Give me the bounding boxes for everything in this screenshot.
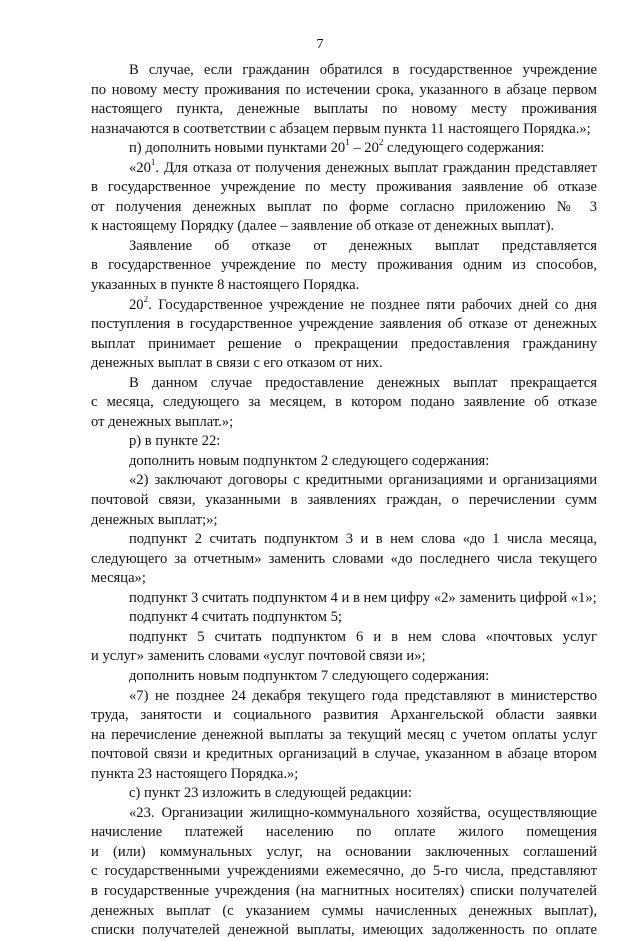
document-body (91, 61, 597, 941)
text-line: в государственное учреждение по месту проживания одним из способов, (91, 257, 597, 274)
text-line: указанных в пункте 8 настоящего Порядка. (91, 277, 360, 294)
text-line: Заявление об отказе от денежных выплат представляется (129, 237, 597, 254)
text-line: «23. Организации жилищно-коммунального хозяйства, осуществляющие (129, 804, 597, 821)
text-line: от получения денежных выплат по форме согласно приложению № 3 (91, 198, 597, 215)
text-line: начисление платежей населению по оплате жилого помещения (91, 824, 597, 841)
text-line: выплат принимает решение о прекращении предоставления гражданину (91, 335, 597, 352)
text-segment: следующего содержания: (383, 140, 545, 157)
text-line (91, 139, 597, 159)
superscript: 2 (378, 139, 384, 148)
text-line: денежных выплат (с указанием суммы начисленных денежных выплат), (91, 902, 597, 919)
text-line: «7) не позднее 24 декабря текущего года представляют в министерство (129, 687, 597, 704)
text-line: с государственными учреждениями ежемесячно, до 5-го числа, представляют (91, 863, 597, 880)
text-line: р) в пункте 22: (129, 433, 221, 450)
superscript: 1 (150, 158, 156, 167)
text-line: подпункт 3 считать подпунктом 4 и в нем цифру «2» заменить цифрой «1»; (129, 589, 597, 606)
text-line: к настоящему Порядку (далее – заявление об отказе от денежных выплат). (91, 218, 555, 235)
text-line: дополнить новым подпунктом 2 следующего содержания: (129, 452, 490, 469)
superscript: 1 (345, 139, 350, 148)
text-line: по новому месту проживания по истечении срока, указанного в абзаце первом (91, 81, 597, 98)
text-line: на перечисление денежной выплаты за текущий месяц с учетом оплаты услуг (91, 726, 597, 743)
text-line: пункта 23 настоящего Порядка.»; (91, 765, 299, 782)
text-line: с месяца, следующего за месяцем, в котором подано заявление об отказе (91, 394, 597, 411)
text-line: в государственное учреждение по месту проживания заявление об отказе (91, 179, 597, 196)
text-line: денежных выплат в связи с его отказом от них. (91, 355, 383, 372)
text-segment: – 20 (349, 140, 379, 157)
superscript: 2 (143, 295, 149, 304)
text-line: списки получателей денежной выплаты, имеющих задолженность по оплате (91, 922, 597, 939)
text-segment: . Государственное учреждение не позднее пяти рабочих дней со дня (148, 296, 597, 313)
text-line: подпункт 4 считать подпунктом 5; (129, 609, 342, 626)
text-line: назначаются в соответствии с абзацем первым пункта 11 настоящего Порядка.»; (91, 120, 591, 137)
text-line: «2) заключают договоры с кредитными организациями и организациями (129, 472, 597, 489)
text-segment: . Для отказа от получения денежных выплат гражданин представляет (155, 159, 597, 176)
text-line: подпункт 5 считать подпунктом 6 и в нем слова «почтовых услуг (129, 628, 597, 645)
text-segment: «20 (129, 159, 151, 176)
text-line (91, 296, 597, 316)
text-line: подпункт 2 считать подпунктом 3 и в нем слова «до 1 числа месяца, (129, 531, 597, 548)
text-line: с) пункт 23 изложить в следующей редакции: (129, 785, 412, 802)
text-segment: 20 (129, 296, 144, 313)
text-line: труда, занятости и социального развития Архангельской области заявки (91, 707, 597, 724)
text-line: В данном случае предоставление денежных выплат прекращается (129, 374, 597, 391)
text-line: почтовой связи и кредитных организаций в случае, указанном в абзаце втором (91, 746, 597, 763)
text-line: и (или) коммунальных услуг, на основании заключенных соглашений (91, 843, 597, 860)
text-line: от денежных выплат.»; (91, 413, 234, 430)
text-line: денежных выплат;»; (91, 511, 218, 528)
page-number: 7 (316, 37, 324, 52)
text-line: почтовой связи, указанными в заявлениях граждан, о перечислении сумм (91, 492, 597, 509)
text-line (91, 159, 597, 179)
text-line: месяца»; (91, 570, 146, 587)
text-line: следующего за отчетным» заменить словами «до последнего числа текущего (91, 550, 597, 567)
text-segment: п) дополнить новыми пунктами 20 (129, 140, 346, 157)
text-line: в государственные учреждения (на магнитных носителях) списки получателей (91, 882, 597, 899)
text-line: поступления в государственное учреждение заявления об отказе от денежных (91, 316, 597, 333)
text-line: настоящего пункта, денежные выплаты по новому месту проживания (91, 101, 597, 118)
text-line: и услуг» заменить словами «услуг почтовой связи и»; (91, 648, 426, 665)
text-line: дополнить новым подпунктом 7 следующего содержания: (129, 667, 490, 684)
text-line: В случае, если гражданин обратился в государственное учреждение (129, 62, 597, 78)
